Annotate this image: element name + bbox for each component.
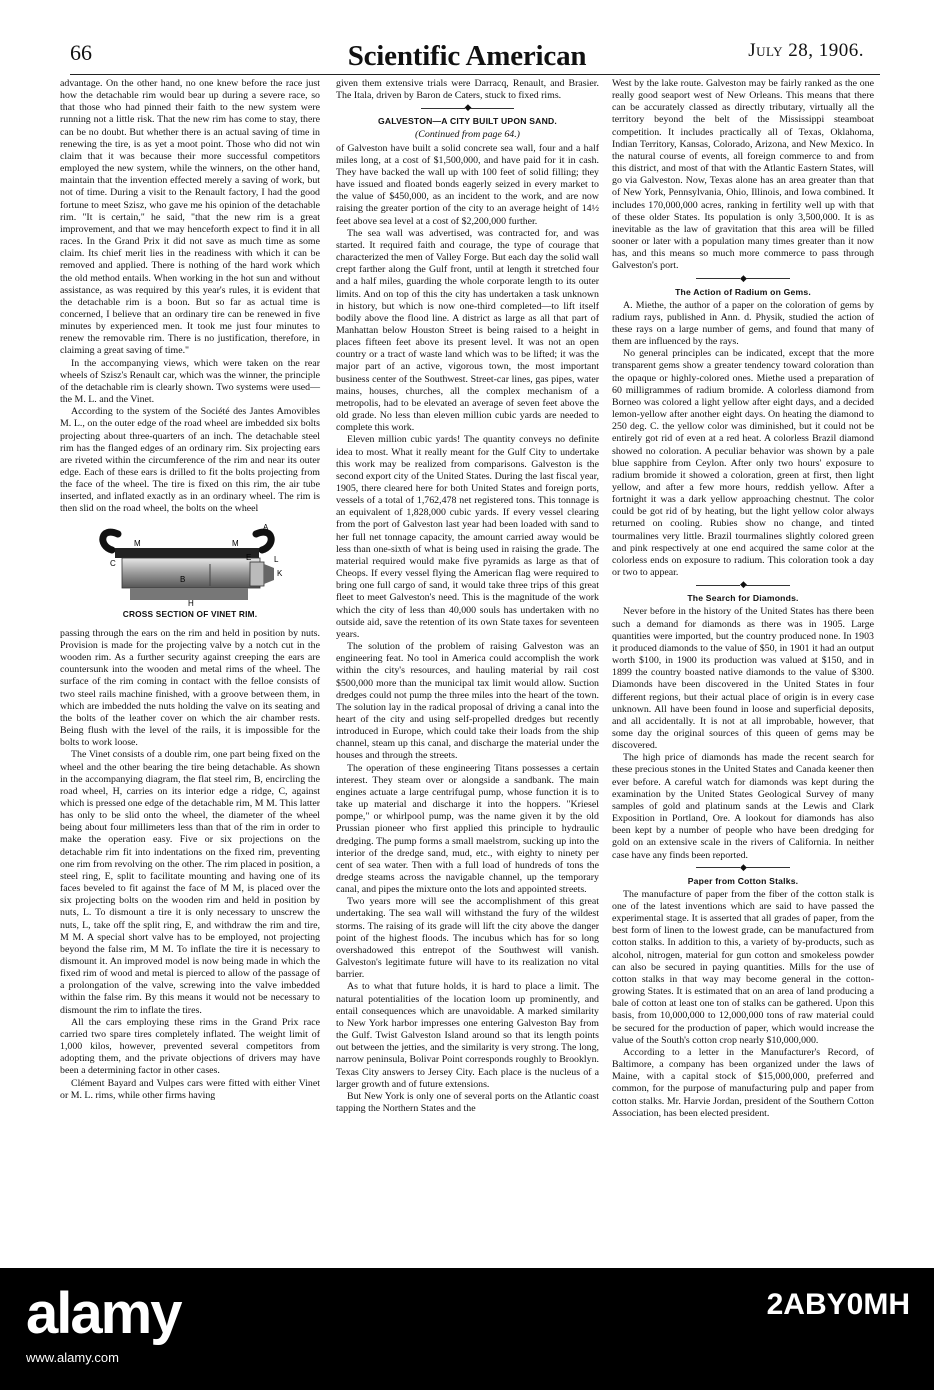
header-rule <box>70 74 880 75</box>
article-title: The Search for Diamonds. <box>687 593 799 604</box>
paragraph: The Vinet consists of a double rim, one part being fixed on the wheel and the other bearing the tire being detachable. As shown in the accompanying diagram, the flat steel rim, B, encircling the road wheel, H, carries on its interior edge a ridge, C, against which is pressed one edge of the detachable rim, M M. This latter has only to be slid onto the wheel, the diameter of the wheel being about four millimeters less than that of the rim in order to make the operation easy. Five or six projections on the detachable rim fit into indentations on the fixed rim, preventing one rim from revolving on the other. The rim placed in position, a steel ring, E, split to facilitate mounting and having one of its faces beveled to fit against the face of M M, is placed over the six projecting bolts on the wooden rim and held in position by nuts, L. To dismount a tire it is only necessary to unscrew the nuts, L, take off the split ring, E, and withdraw the rim and tire, M M. A special short valve has to be employed, not projecting beyond the false rim, M M. To inflate the tire it is necessary to dismount it. An improved model is now being made in which the fixed rim of wood and metal is pierced to allow of the passage of a prolongation of the valve, screwing into the valve imbedded within the false rim. By this means it would not be necessary to dismount the rim to inflate the tires. <box>60 749 320 1016</box>
paragraph: The manufacture of paper from the fiber of the cotton stalk is one of the latest inventions which are said to have passed the experimental stage. It is asserted that all grades of paper, from the best form of linen to the lowest grade, can be manufactured from cotton stalks. In addition to this, a variety of by-products, such as alcohol, nitrogen, material for gun cotton and smokeless powder can also be secured in paying quantities. Mills for the use of cotton stalks in that way may become general in the cotton-growing States. It is estimated that on an area of land producing a bale of cotton at least one ton of stalks can be gathered. Upon this basis, from 10,000,000 to 12,000,000 tons of raw material could be secured for the production of paper, which would increase the value of the South's cotton crop nearly $10,000,000. <box>612 888 874 1046</box>
fig-label-m: M <box>134 538 141 548</box>
article-title: GALVESTON—A CITY BUILT UPON SAND. <box>378 116 557 127</box>
image-id-block <box>767 1288 910 1322</box>
paragraph: The solution of the problem of raising Galveston was an engineering feat. No tool in America could accomplish the work within the city's resources, and hauling material by rail cost $500,000 more than the municipal tax limit would allow. Suction dredges could not pump the three miles into the heart of the town. The solution lay in the radical proposal of driving a canal into the heart of the city and using self-propelled dredges but recently introduced in Europe, which could take their loads from the ship channel, steam up this canal, and discharge the material under the houses and through the streets. <box>336 641 599 762</box>
section-divider: ◆ <box>336 102 599 112</box>
alamy-logo: alamy <box>26 1281 181 1346</box>
paragraph: In the accompanying views, which were taken on the rear wheels of Szisz's Renault car, which was the winner, the principle of the detachable rim is clearly shown. Two systems were used—the M. L. and the Vinet. <box>60 357 320 406</box>
figure-caption: CROSS SECTION OF VINET RIM. <box>122 608 258 619</box>
fig-label-h: H <box>188 598 194 608</box>
paragraph: No general principles can be indicated, except that the more transparent gems show a greater tendency toward coloration than the opaque or highly-colored ones. Miethe used a preparation of 60 milligrammes of radium bromide. A colorless diamond from Borneo was colored a light yellow after eight days, and a decided lemon-yellow after another eight days. On heating the diamond to 250 deg. C. the yellow color was diminished, but it could not be entirely got rid of even at a red heat. A colorless Brazil diamond showed no coloration. A peculiar behavior was shown by a pale blue sapphire from Ceylon. After only two hours' exposure to radium bromide it showed a coloration, green at first, then light yellow, and after a few more hours, reddish yellow. After a fortnight it was a dark yellow approaching chestnut. The color could be got rid of by heating, but the light yellow color always returned on cooling. Rubies show no change, and tinted tourmalines very little. Brazil tourmalines slightly colored green and pink respectively at one end acquired the same color at the colorless ends on exposure to radium. This coloration took a day or two to appear. <box>612 348 874 579</box>
column-3 <box>612 78 874 1120</box>
paragraph: The sea wall was advertised, was contracted for, and was started. It required faith and courage, the type of courage that characterized the men of Valley Forge. But each day the solid wall crept farther along the Gulf front, until at length it stretched four and a half miles, guarding the whole corporate length to its outer limits. And on top of this the city has undertaken a task unknown in history, but which is now one-third completed—to lift itself bodily above the flood line. A district as large as all that part of Manhattan below Houston Street is being raised to a height in places fifteen feet above its present level. It was not an open country or a tract of waste land which was to be lifted; it was the major part of an active, vigorous town, the most important business center of the Southwest. Street-car lines, gas pipes, water mains, houses, churches, all the complex mechanism of a metropolis, had to be elevated an average of seven feet above the old grade. No less than eleven million cubic yards are needed to complete this work. <box>336 227 599 434</box>
paragraph: The operation of these engineering Titans possesses a certain interest. They steam over or alongside a sandbank. The main engines actuate a large centrifugal pump, whose function it is to take up material and discharge it into the hoppers. "Kriesel pompe," or whirlpool pump, was the name given it by the old Prussian pioneer who first applied this principle to hydraulic dredging. The pump forms a small maelstrom, sucking up into the interior of the dredge sand, mud, etc., with eighty to ninety per cent of sea water. Then with a full load of hundreds of tons the dredge steams across the navigable channel, up the temporary canal, and pipes the mixture onto the lots and appointed streets. <box>336 762 599 896</box>
fig-label-l: L <box>274 554 279 564</box>
section-divider: ◆ <box>612 862 874 872</box>
paragraph: advantage. On the other hand, no one knew before the race just how the detachable rim would bear up during a severe race, so that those who had pinned their faith to the new system were running not a little risk. That the new rim has come to stay, there can be no doubt. But whether there is an actual saving of time in renewing the tire, is as yet a moot point. Those who did not win claim that it was because their more successful competitors employed the new system, while the winners, on the other hand, maintain that the invention effected merely a saving of work, but not of time. During a visit to the Renault factory, I had the good fortune to meet Szisz, who gave me his opinion of the detachable rim. "It is certain," he said, "that the new rim is a great improvement, and that we may henceforth expect to find it in all races. In the Grand Prix it did not save as much time as some claim. Its chief merit lies in the readiness with which it can be removed and applied. There is nothing of the hard work which the old method entails. When working in the hot sun and without assistance, as was required by this year's rules, it is evident that the detachable rim is a boon. But so far as actual time is concerned, I believe that an ordinary tire can be renewed in five minutes by experienced men. It took me just four minutes to renew the removable rim. There is no justification, therefore, in claiming a great saving of time." <box>60 78 320 357</box>
fig-label-k: K <box>277 568 283 578</box>
paragraph: Never before in the history of the United States has there been such a demand for diamonds as there was in 1905. Large quantities were imported, but the country produced none. In 1903 it produced diamonds to the value of $50, in 1901 it had an output worth $100, in 1900 its production was valued at $150, and in 1899 the country boasted native diamonds to the value of $300. Diamonds have been discovered in the United States in four different regions, but their actual place of origin is in every case unknown. All have been found in loose and superficial deposits, and all accidentally. It is not at all improbable, however, that some day the original sources of this queen of gems may be discovered. <box>612 606 874 752</box>
paragraph: Clément Bayard and Vulpes cars were fitted with either Vinet or M. L. rims, while other firms having <box>60 1077 320 1101</box>
site-url: www.alamy.com <box>26 1350 119 1365</box>
section-divider: ◆ <box>612 273 874 283</box>
masthead: Scientific American <box>347 40 587 72</box>
article-title: The Action of Radium on Gems. <box>675 286 811 297</box>
column-2 <box>336 78 599 1115</box>
column-1 <box>60 78 320 1102</box>
paragraph: All the cars employing these rims in the Grand Prix race carried two spare tires completely inflated. The weight limit of 1,000 kilos, however, prevented several competitors from adopting them, and the private objections of drivers may have been a determining factor in other cases. <box>60 1016 320 1077</box>
paragraph: Eleven million cubic yards! The quantity conveys no definite idea to most. What it really meant for the Gulf City to undertake this work may be realized from comparisons. Galveston is the second export city of the United States. During the last fiscal year, 1905, there cleared here for both United States and foreign ports, vessels of a total of 1,762,478 net registered tons. This tonnage is an equivalent of 1,828,000 cubic yards. If every vessel clearing from the port of Galveston last year had been loaded with sand to her full net tonnage capacity, the amount carried away would be less than one-sixth of what is being used in raising the grade. The material required would make five pyramids as large as that of Cheops. If every vessel flying the American flag were required to bring one full cargo of sand, it would take three trips of this great fleet to meet Galveston's need. This is the magnitude of the work which the city of less than 40,000 souls has undertaken with no outside aid, save the retention of its own State taxes for seventeen years. <box>336 434 599 640</box>
paragraph: given them extensive trials were Darracq, Renault, and Brasier. The Itala, driven by Baron de Caters, stuck to fixed rims. <box>336 78 599 102</box>
paragraph: Two years more will see the accomplishment of this great undertaking. The sea wall will withstand the fury of the wildest storms. The raising of its grade will lift the city above the danger point of the highest floods. The incubus which has for so long overshadowed this entrepot of the Southwest will vanish. Galveston's legitimate future will have to its realization no vital barrier. <box>336 896 599 981</box>
paragraph: passing through the ears on the rim and held in position by nuts. Provision is made for the projecting valve by a notch cut in the wooden rim. As a further security against creeping the ears are countersunk into the wooden and metal rims of the wheel. The surface of the rim coming in contact with the felloe consists of two steel rails machine finished, with a groove between them, in which are imbedded the nuts holding the valve on its seating and the bolts of the leather cover on which the air chamber rests. Being flush with the level of the rails, it is impossible for the bolts to work loose. <box>60 627 320 749</box>
fig-label-m: M <box>232 538 239 548</box>
paragraph: According to a letter in the Manufacturer's Record, of Baltimore, a company has been organized under the laws of Maine, with a capital stock of $15,000,000, preferred and common, for the purpose of manufacturing pulp and paper from cotton stalks. Mr. Harvie Jordan, president of the Southern Cotton Association, has been elected president. <box>612 1046 874 1119</box>
fig-label-b: B <box>180 574 186 584</box>
page-number: 66 <box>70 40 92 65</box>
fig-label-e: E <box>246 552 252 562</box>
article-title: Paper from Cotton Stalks. <box>687 875 799 886</box>
issue-date: July 28, 1906. <box>748 40 864 61</box>
fig-label-c: C <box>110 558 116 568</box>
paragraph: But New York is only one of several ports on the Atlantic coast tapping the Northern States and the <box>336 1090 599 1114</box>
paragraph: A. Miethe, the author of a paper on the coloration of gems by radium rays, published in Ann. d. Physik, studied the action of these rays on a large number of gems, and found that many of them are influenced by the rays. <box>612 299 874 348</box>
section-divider: ◆ <box>612 579 874 589</box>
paragraph: As to what that future holds, it is hard to place a limit. The natural potentialities of the location loom up prominently, and entail consequences which are unavoidable. A marked similarity to New York harbor impresses one entering Galveston Bay from the Gulf. Twist Galveston Island around so that its length points out between the jetties, and the similarity is very strong. The long, narrow peninsula, Bolivar Point corresponds roughly to Brooklyn. Texas City answers to Jersey City. Each place is the nucleus of a larger growth and of future extensions. <box>336 981 599 1090</box>
paragraph: West by the lake route. Galveston may be fairly ranked as the one really good seaport west of New Orleans. This means that there can be accurately classed as directly tributary, virtually all the territory beyond the belt of the Mississippi steamboat competition. It includes practically all of Texas, Oklahoma, Indian Territory, Kansas, Colorado, Arizona, and New Mexico. In the natural course of events, all foreign commerce to and from this district, and most of that with the Atlantic Eastern States, will go via Galveston. Now, Texas alone has an area greater than that of New York, Pennsylvania, Ohio, Illinois, and Iowa combined. It includes 170,000,000 acres, ranking in fertility well up with that of these older States. Its population is only 3,500,000. It is as inevitable as the law of gravitation that this area will be filled sooner or later with a population many times greater than it now has, and this means so much more commerce to pass through Galveston's port. <box>612 78 874 272</box>
paragraph: The high price of diamonds has made the recent search for these precious stones in the United States and Canada keener then ever before. A careful watch for diamonds was kept during the examination by the United States Geological Survey of many samples of gold and platinum sands at the Lewis and Clark Exposition in Portland, Ore. A lookout for diamonds has also been kept by a number of people who have been dredging for gold on an extensive scale in the rivers of California. In neither case have any finds been reported. <box>612 752 874 861</box>
paragraph: of Galveston have built a solid concrete sea wall, four and a half miles long, at a cost of $1,500,000, and have paid for it in cash. They have backed the wall up with 100 feet of solid filling; they have issued and floated bonds eagerly seized in every market to the value of $450,000, as an incident to the work, and are now raising the greater portion of the city to an average height of 14½ feet above sea level at a cost of $2,200,000 further. <box>336 142 599 227</box>
rim-cross-section-illustration <box>60 520 320 608</box>
stock-photo-banner <box>0 1268 934 1390</box>
fig-label-a: A <box>263 522 269 532</box>
paragraph: According to the system of the Société des Jantes Amovibles M. L., on the outer edge of the road wheel are imbedded six bolts projecting about three-quarters of an inch. The detachable steel rim has the flanged edges of an ordinary rim. Six projecting ears are riveted within the circumference of the rim and near its outer edge. Each of these ears is drilled to fit the bolts projecting from the face of the wheel. The tire is fixed on this rim, the air tube inserted, and inflated exactly as in an ordinary wheel. The rim is then slid on the road wheel, the bolts on the wheel <box>60 406 320 515</box>
article-subtitle: (Continued from page 64.) <box>415 129 520 141</box>
vinet-rim-diagram <box>60 520 320 608</box>
image-id: 2ABY0MH <box>766 1288 910 1321</box>
